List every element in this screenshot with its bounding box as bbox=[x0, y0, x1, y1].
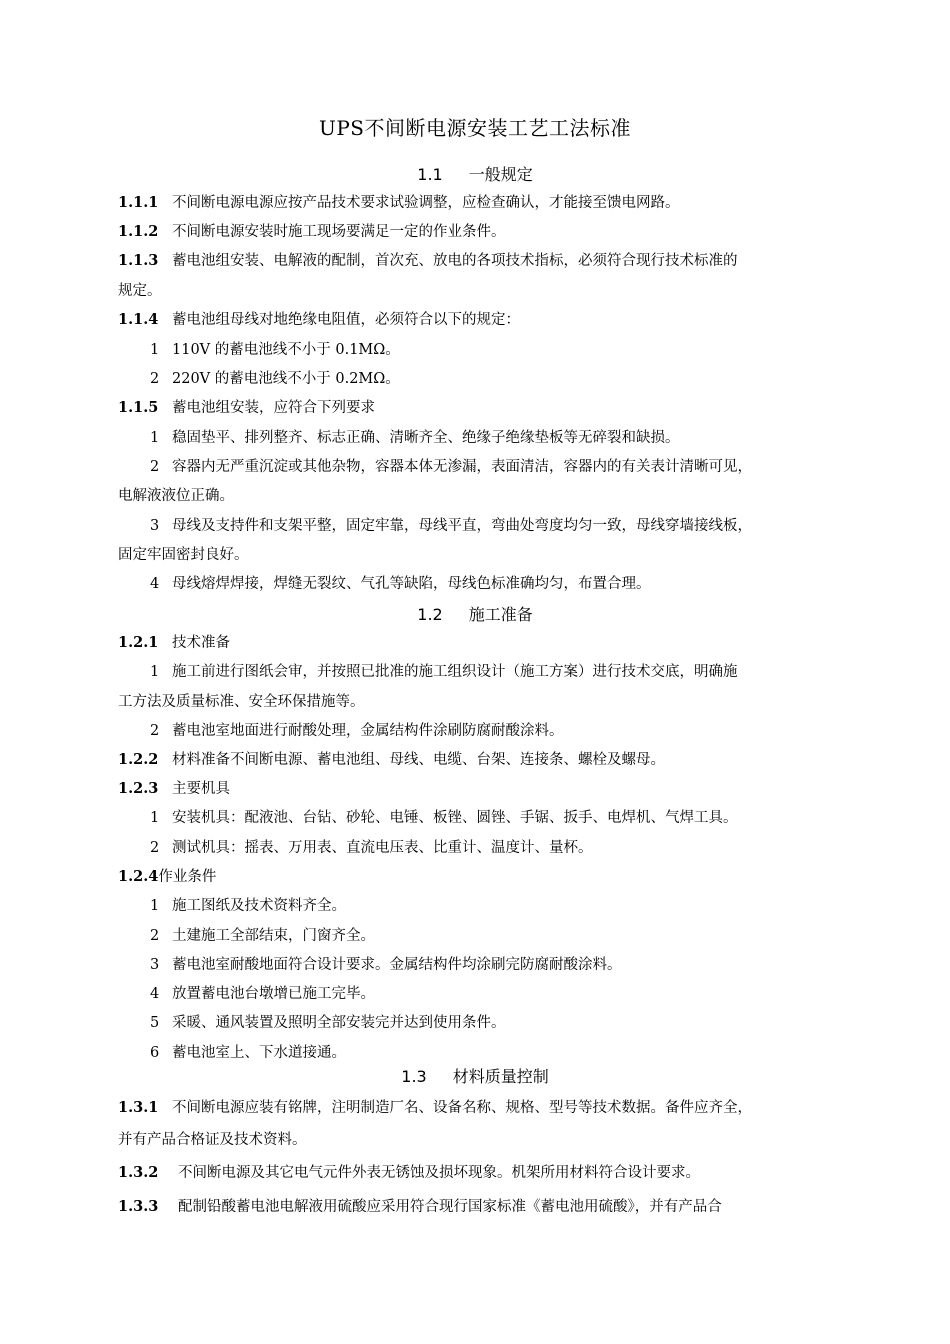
clause-text: 配制铅酸蓄电池电解液用硫酸应采用符合现行国家标准《蓄电池用硫酸》，并有产品合 bbox=[178, 1199, 722, 1215]
item-text: 母线熔焊焊接，焊缝无裂纹、气孔等缺陷，母线色标准确均匀，布置合理。 bbox=[172, 576, 651, 592]
item-index: 2 bbox=[150, 840, 160, 856]
clause-text: 蓄电池组母线对地绝缘电阻值，必须符合以下的规定： bbox=[172, 312, 520, 328]
list-item bbox=[150, 662, 870, 682]
clause-number: 1.3.1 bbox=[118, 1099, 159, 1116]
clause-text: 不间断电源安装时施工现场要满足一定的作业条件。 bbox=[172, 224, 506, 240]
list-item bbox=[150, 369, 870, 389]
list-item bbox=[150, 955, 870, 975]
list-item bbox=[150, 340, 870, 360]
document-title: UPS不间断电源安装工艺工法标准 bbox=[318, 116, 631, 140]
item-index: 1 bbox=[150, 898, 160, 914]
clause-number: 1.2.4 bbox=[118, 868, 159, 885]
item-index: 3 bbox=[150, 957, 160, 973]
clause-number: 1.1.4 bbox=[118, 311, 159, 328]
clause-1-3-1-continuation: 并有产品合格证及技术资料。 bbox=[118, 1132, 307, 1148]
list-item bbox=[150, 808, 870, 828]
clause-number: 1.1.3 bbox=[118, 252, 159, 269]
list-item bbox=[150, 516, 870, 536]
list-item-continuation: 电解液液位正确。 bbox=[118, 488, 234, 504]
list-item bbox=[150, 721, 870, 741]
clause-1-1-3 bbox=[118, 251, 838, 271]
section-heading-1-3 bbox=[0, 1064, 950, 1087]
item-text: 土建施工全部结束，门窗齐全。 bbox=[172, 928, 375, 944]
clause-1-2-2 bbox=[118, 750, 838, 770]
clause-number: 1.2.2 bbox=[118, 751, 159, 768]
clause-number: 1.3.3 bbox=[118, 1198, 159, 1215]
item-text: 蓄电池室地面进行耐酸处理，金属结构件涂刷防腐耐酸涂料。 bbox=[172, 723, 564, 739]
clause-text: 蓄电池组安装，应符合下列要求 bbox=[172, 400, 375, 416]
clause-number: 1.1.1 bbox=[118, 194, 159, 211]
item-index: 2 bbox=[150, 723, 160, 739]
clause-text: 不间断电源应装有铭牌，注明制造厂名、设备名称、规格、型号等技术数据。备件应齐全， bbox=[172, 1100, 752, 1116]
item-text: 蓄电池室耐酸地面符合设计要求。金属结构件均涂刷完防腐耐酸涂料。 bbox=[172, 957, 622, 973]
clause-1-2-4 bbox=[118, 867, 838, 887]
item-text: 施工前进行图纸会审，并按照已批准的施工组织设计（施工方案）进行技术交底，明确施 bbox=[172, 664, 738, 680]
section-title: 施工准备 bbox=[468, 605, 533, 624]
list-item bbox=[150, 838, 870, 858]
item-text: 施工图纸及技术资料齐全。 bbox=[172, 898, 346, 914]
item-index: 1 bbox=[150, 342, 160, 358]
list-item bbox=[150, 574, 870, 594]
clause-1-3-3 bbox=[118, 1197, 838, 1217]
section-heading-1-2 bbox=[0, 602, 950, 625]
clause-text: 不间断电源电源应按产品技术要求试验调整，应检查确认，才能接至馈电网路。 bbox=[172, 195, 680, 211]
item-text: 采暖、通风装置及照明全部安装完并达到使用条件。 bbox=[172, 1015, 506, 1031]
clause-text: 技术准备 bbox=[172, 635, 230, 651]
list-item bbox=[150, 896, 870, 916]
list-item bbox=[150, 984, 870, 1004]
clause-text: 不间断电源及其它电气元件外表无锈蚀及损坏现象。机架所用材料符合设计要求。 bbox=[178, 1165, 700, 1181]
item-text: 蓄电池室上、下水道接通。 bbox=[172, 1045, 346, 1061]
list-item bbox=[150, 1043, 870, 1063]
clause-1-2-1 bbox=[118, 633, 838, 653]
item-text: 稳固垫平、排列整齐、标志正确、清晰齐全、绝缘子绝缘垫板等无碎裂和缺损。 bbox=[172, 430, 680, 446]
section-title: 材料质量控制 bbox=[452, 1067, 549, 1086]
section-number: 1.3 bbox=[401, 1067, 427, 1086]
item-text: 测试机具：摇表、万用表、直流电压表、比重计、温度计、量杯。 bbox=[172, 840, 593, 856]
item-text: 安装机具：配液池、台钻、砂轮、电锤、板锉、圆锉、手锯、扳手、电焊机、气焊工具。 bbox=[172, 810, 738, 826]
list-item-continuation: 工方法及质量标准、安全环保措施等。 bbox=[118, 694, 365, 710]
item-index: 5 bbox=[150, 1015, 160, 1031]
item-text: 110V 的蓄电池线不小于 0.1MΩ。 bbox=[172, 342, 400, 358]
item-text: 容器内无严重沉淀或其他杂物，容器本体无渗漏，表面清洁，容器内的有关表计清晰可见， bbox=[172, 459, 752, 475]
clause-number: 1.2.1 bbox=[118, 634, 159, 651]
clause-1-1-4 bbox=[118, 310, 838, 330]
clause-1-1-5 bbox=[118, 398, 838, 418]
clause-text: 作业条件 bbox=[158, 869, 217, 885]
clause-number: 1.2.3 bbox=[118, 780, 159, 797]
clause-text: 蓄电池组安装、电解液的配制，首次充、放电的各项技术指标，必须符合现行技术标准的 bbox=[172, 253, 738, 269]
item-index: 3 bbox=[150, 518, 160, 534]
clause-number: 1.1.5 bbox=[118, 399, 159, 416]
list-item bbox=[150, 1013, 870, 1033]
item-index: 6 bbox=[150, 1045, 160, 1061]
item-index: 2 bbox=[150, 928, 160, 944]
clause-number: 1.1.2 bbox=[118, 223, 159, 240]
clause-text: 主要机具 bbox=[172, 781, 230, 797]
list-item bbox=[150, 926, 870, 946]
clause-1-1-3-continuation: 规定。 bbox=[118, 283, 162, 299]
section-title: 一般规定 bbox=[468, 165, 533, 184]
section-heading-1-1 bbox=[0, 162, 950, 185]
section-number: 1.1 bbox=[417, 165, 443, 184]
item-index: 2 bbox=[150, 459, 160, 475]
item-index: 1 bbox=[150, 430, 160, 446]
list-item bbox=[150, 428, 870, 448]
list-item-continuation: 固定牢固密封良好。 bbox=[118, 547, 249, 563]
clause-1-1-2 bbox=[118, 222, 838, 242]
item-index: 4 bbox=[150, 986, 160, 1002]
section-number: 1.2 bbox=[417, 605, 443, 624]
item-index: 2 bbox=[150, 371, 160, 387]
list-item bbox=[150, 457, 870, 477]
item-index: 4 bbox=[150, 576, 160, 592]
item-text: 放置蓄电池台墩增已施工完毕。 bbox=[172, 986, 375, 1002]
clause-1-2-3 bbox=[118, 779, 838, 799]
clause-1-1-1 bbox=[118, 193, 838, 213]
clause-number: 1.3.2 bbox=[118, 1164, 159, 1181]
clause-1-3-1 bbox=[118, 1098, 838, 1118]
item-text: 母线及支持件和支架平整，固定牢靠，母线平直，弯曲处弯度均匀一致，母线穿墙接线板， bbox=[172, 518, 752, 534]
item-text: 220V 的蓄电池线不小于 0.2MΩ。 bbox=[172, 371, 400, 387]
clause-text: 材料准备不间断电源、蓄电池组、母线、电缆、台架、连接条、螺栓及螺母。 bbox=[172, 752, 665, 768]
clause-1-3-2 bbox=[118, 1163, 838, 1183]
item-index: 1 bbox=[150, 810, 160, 826]
item-index: 1 bbox=[150, 664, 160, 680]
